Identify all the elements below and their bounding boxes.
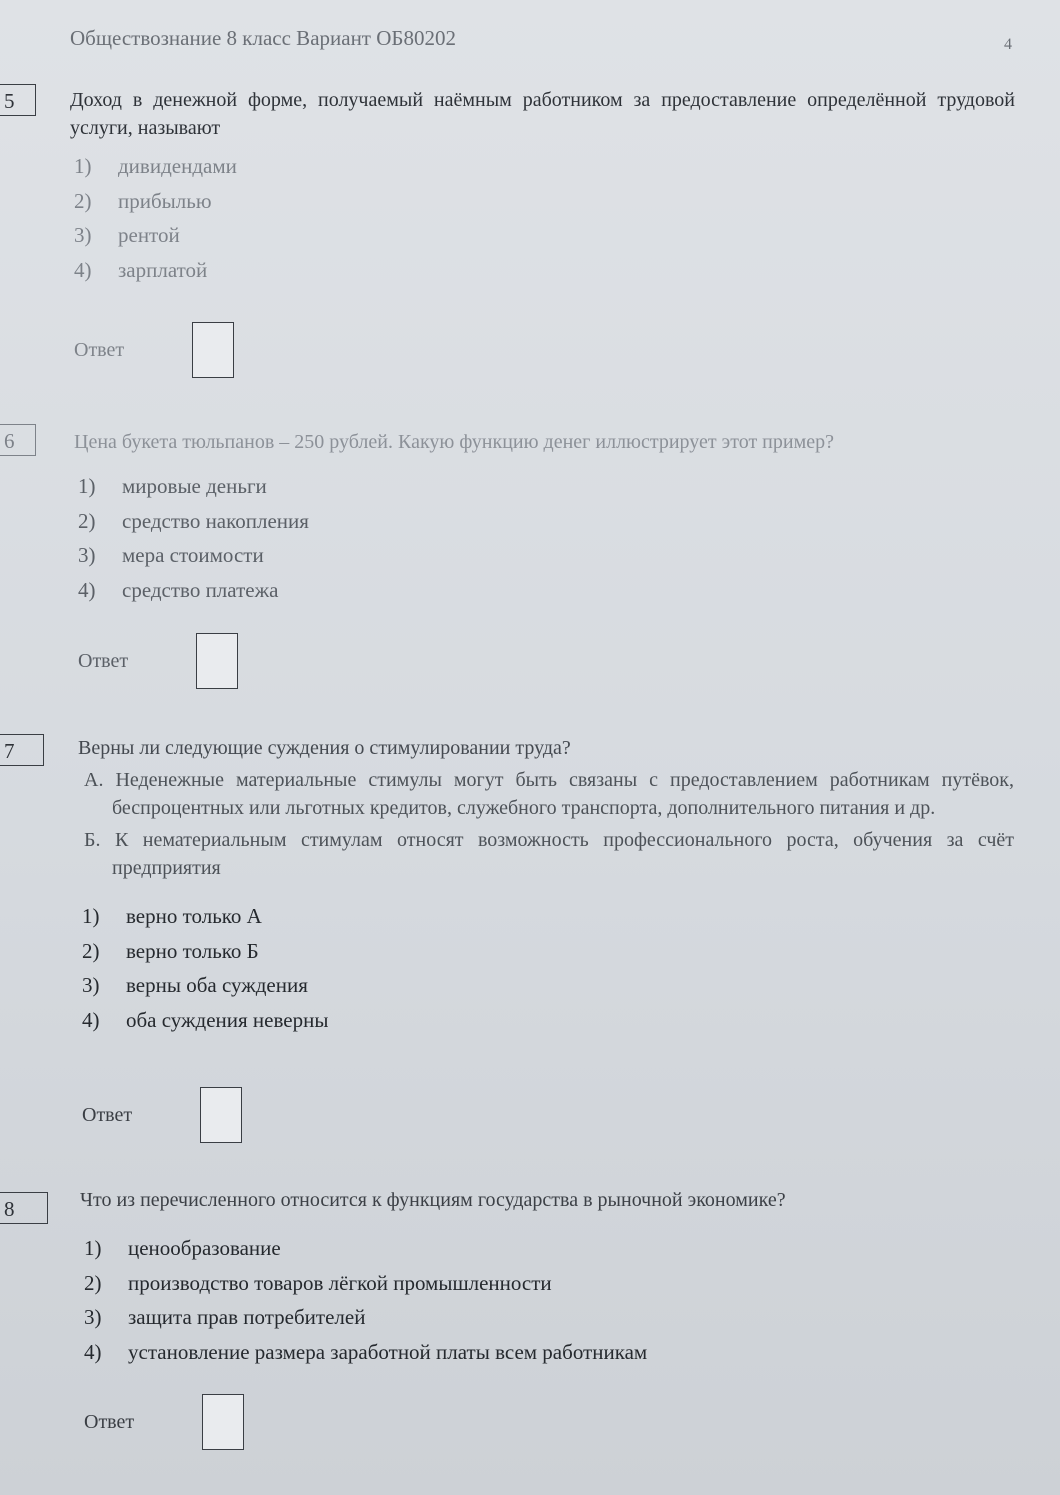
question-5 (70, 86, 1015, 292)
option: 4) оба суждения неверны (82, 1007, 329, 1032)
answer-box[interactable] (202, 1394, 244, 1450)
option: 2) прибылью (74, 188, 212, 213)
option: 1) верно только А (82, 904, 262, 928)
question-text: Цена букета тюльпанов – 250 рублей. Какую функцию денег иллюстрирует этот пример? (74, 431, 834, 453)
option: 3) мера стоимости (78, 543, 264, 567)
question-number-box: 6 (0, 424, 36, 456)
answer-box[interactable] (196, 633, 238, 689)
answer-box[interactable] (192, 322, 234, 378)
option: 1) мировые деньги (78, 474, 267, 498)
option: 3) рентой (74, 223, 180, 247)
page-number: 4 (1004, 36, 1012, 53)
answer-row (74, 633, 238, 689)
answer-label: Ответ (74, 338, 125, 361)
question-number-box: 7 (0, 734, 44, 766)
option: 4) средство платежа (78, 577, 279, 602)
question-text: Доход в денежной форме, получаемый наёмным работником за предоставление определённой трудовой услуги, называют (70, 89, 1015, 139)
options-list (74, 474, 1019, 612)
header-title: Обществознание 8 класс Вариант ОБ80202 (70, 26, 456, 50)
question-6 (74, 428, 1019, 612)
question-number-box: 8 (0, 1192, 48, 1224)
answer-label: Ответ (78, 649, 129, 672)
options-list (78, 904, 1014, 1042)
question-number-box: 5 (0, 84, 36, 116)
question-text: Что из перечисленного относится к функциям государства в рыночной экономике? (80, 1189, 786, 1211)
page-header (70, 26, 1020, 51)
question-8 (80, 1186, 1015, 1374)
options-list (80, 1236, 1015, 1374)
answer-row (70, 322, 234, 378)
answer-row (80, 1394, 244, 1450)
option: 2) производство товаров лёгкой промышленности (84, 1270, 552, 1295)
option: 1) ценообразование (84, 1236, 281, 1260)
answer-label: Ответ (82, 1103, 133, 1126)
answer-box[interactable] (200, 1087, 242, 1143)
option: 1) дивидендами (74, 154, 237, 178)
option: 4) установление размера заработной платы всем работникам (84, 1339, 648, 1364)
options-list (70, 154, 1015, 292)
judgement-a: А. Неденежные материальные стимулы могут быть связаны с предоставлением работникам путёвок, беспроцентных или льготных кредитов, служебного транспорта, дополнительного питания и др. (84, 769, 1014, 819)
option: 3) защита прав потребителей (84, 1305, 366, 1329)
question-text: Верны ли следующие суждения о стимулировании труда? (78, 737, 571, 759)
option: 4) зарплатой (74, 257, 208, 282)
option: 3) верны оба суждения (82, 973, 308, 997)
option: 2) средство накопления (78, 508, 309, 533)
judgement-b: Б. К нематериальным стимулам относят возможность профессионального роста, обучения за счёт предприятия (84, 829, 1014, 879)
answer-label: Ответ (84, 1410, 135, 1433)
answer-row (78, 1087, 242, 1143)
option: 2) верно только Б (82, 938, 259, 963)
question-7 (78, 734, 1014, 1042)
